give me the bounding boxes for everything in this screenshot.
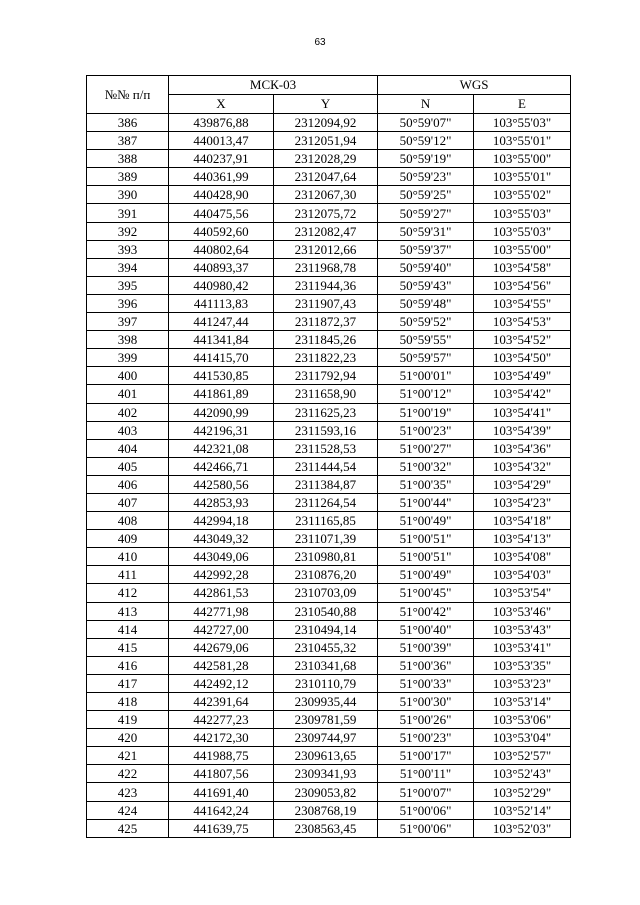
cell-e: 103°54'03" xyxy=(474,566,571,584)
cell-e: 103°54'08" xyxy=(474,548,571,566)
cell-y: 2312094,92 xyxy=(274,114,378,132)
cell-y: 2311071,39 xyxy=(274,530,378,548)
cell-n: 51°00'26" xyxy=(378,711,474,729)
cell-e: 103°53'46" xyxy=(474,602,571,620)
cell-x: 441530,85 xyxy=(169,367,274,385)
table-row xyxy=(87,313,571,331)
table-row xyxy=(87,403,571,421)
cell-n: 50°59'19" xyxy=(378,150,474,168)
cell-point-number: 387 xyxy=(87,132,169,150)
cell-e: 103°52'43" xyxy=(474,765,571,783)
cell-y: 2311658,90 xyxy=(274,385,378,403)
cell-e: 103°54'53" xyxy=(474,313,571,331)
cell-e: 103°53'23" xyxy=(474,674,571,692)
cell-point-number: 423 xyxy=(87,783,169,801)
cell-e: 103°53'41" xyxy=(474,638,571,656)
table-row xyxy=(87,602,571,620)
cell-y: 2312082,47 xyxy=(274,222,378,240)
cell-n: 51°00'11" xyxy=(378,765,474,783)
cell-n: 51°00'01" xyxy=(378,367,474,385)
cell-n: 51°00'49" xyxy=(378,512,474,530)
cell-point-number: 421 xyxy=(87,747,169,765)
cell-point-number: 422 xyxy=(87,765,169,783)
cell-x: 439876,88 xyxy=(169,114,274,132)
cell-e: 103°55'02" xyxy=(474,186,571,204)
cell-y: 2311264,54 xyxy=(274,493,378,511)
cell-point-number: 408 xyxy=(87,512,169,530)
table-row xyxy=(87,367,571,385)
cell-e: 103°54'32" xyxy=(474,457,571,475)
table-row xyxy=(87,132,571,150)
cell-point-number: 403 xyxy=(87,421,169,439)
table-row xyxy=(87,674,571,692)
cell-point-number: 416 xyxy=(87,656,169,674)
table-row xyxy=(87,693,571,711)
cell-point-number: 401 xyxy=(87,385,169,403)
cell-point-number: 405 xyxy=(87,457,169,475)
cell-point-number: 395 xyxy=(87,276,169,294)
cell-e: 103°54'18" xyxy=(474,512,571,530)
table-row xyxy=(87,475,571,493)
cell-n: 51°00'30" xyxy=(378,693,474,711)
cell-x: 442581,28 xyxy=(169,656,274,674)
cell-y: 2311384,87 xyxy=(274,475,378,493)
table-header xyxy=(87,76,571,114)
table-row xyxy=(87,258,571,276)
cell-n: 50°59'07" xyxy=(378,114,474,132)
table-row xyxy=(87,801,571,819)
cell-y: 2312067,30 xyxy=(274,186,378,204)
cell-n: 50°59'25" xyxy=(378,186,474,204)
cell-n: 51°00'44" xyxy=(378,493,474,511)
cell-e: 103°52'29" xyxy=(474,783,571,801)
cell-n: 51°00'33" xyxy=(378,674,474,692)
cell-x: 442277,23 xyxy=(169,711,274,729)
table-body xyxy=(87,114,571,838)
cell-e: 103°54'13" xyxy=(474,530,571,548)
cell-e: 103°54'50" xyxy=(474,349,571,367)
cell-n: 51°00'51" xyxy=(378,530,474,548)
table-row xyxy=(87,186,571,204)
cell-n: 50°59'52" xyxy=(378,313,474,331)
cell-n: 51°00'23" xyxy=(378,421,474,439)
cell-e: 103°55'01" xyxy=(474,132,571,150)
cell-point-number: 419 xyxy=(87,711,169,729)
cell-e: 103°53'35" xyxy=(474,656,571,674)
table-row xyxy=(87,168,571,186)
cell-n: 51°00'51" xyxy=(378,548,474,566)
page-number: 63 xyxy=(314,37,326,48)
table-row xyxy=(87,114,571,132)
cell-e: 103°52'03" xyxy=(474,819,571,837)
cell-n: 51°00'17" xyxy=(378,747,474,765)
cell-e: 103°52'57" xyxy=(474,747,571,765)
cell-n: 51°00'07" xyxy=(378,783,474,801)
cell-n: 50°59'27" xyxy=(378,204,474,222)
cell-e: 103°54'36" xyxy=(474,439,571,457)
header-n: N xyxy=(378,95,474,114)
cell-n: 51°00'12" xyxy=(378,385,474,403)
table-row xyxy=(87,566,571,584)
cell-e: 103°55'01" xyxy=(474,168,571,186)
table-row xyxy=(87,530,571,548)
cell-n: 50°59'48" xyxy=(378,294,474,312)
table-row xyxy=(87,656,571,674)
cell-y: 2308563,45 xyxy=(274,819,378,837)
cell-point-number: 389 xyxy=(87,168,169,186)
cell-y: 2310494,14 xyxy=(274,620,378,638)
cell-y: 2311907,43 xyxy=(274,294,378,312)
coordinates-table xyxy=(86,75,571,838)
cell-n: 51°00'36" xyxy=(378,656,474,674)
cell-y: 2311968,78 xyxy=(274,258,378,276)
cell-x: 442196,31 xyxy=(169,421,274,439)
cell-x: 441988,75 xyxy=(169,747,274,765)
cell-e: 103°55'00" xyxy=(474,240,571,258)
cell-point-number: 418 xyxy=(87,693,169,711)
cell-n: 51°00'19" xyxy=(378,403,474,421)
cell-y: 2311528,53 xyxy=(274,439,378,457)
table-row xyxy=(87,711,571,729)
cell-n: 50°59'31" xyxy=(378,222,474,240)
cell-x: 442321,08 xyxy=(169,439,274,457)
cell-y: 2311165,85 xyxy=(274,512,378,530)
cell-x: 442679,06 xyxy=(169,638,274,656)
cell-x: 442771,98 xyxy=(169,602,274,620)
cell-y: 2310876,20 xyxy=(274,566,378,584)
table-row xyxy=(87,349,571,367)
cell-e: 103°55'00" xyxy=(474,150,571,168)
cell-n: 51°00'06" xyxy=(378,819,474,837)
cell-y: 2310540,88 xyxy=(274,602,378,620)
cell-n: 50°59'55" xyxy=(378,331,474,349)
cell-y: 2310110,79 xyxy=(274,674,378,692)
cell-n: 51°00'45" xyxy=(378,584,474,602)
table-row xyxy=(87,584,571,602)
table-row xyxy=(87,150,571,168)
cell-point-number: 404 xyxy=(87,439,169,457)
cell-x: 441639,75 xyxy=(169,819,274,837)
cell-x: 440802,64 xyxy=(169,240,274,258)
cell-y: 2309341,93 xyxy=(274,765,378,783)
cell-point-number: 388 xyxy=(87,150,169,168)
cell-point-number: 425 xyxy=(87,819,169,837)
cell-n: 51°00'23" xyxy=(378,729,474,747)
cell-point-number: 424 xyxy=(87,801,169,819)
table-row xyxy=(87,222,571,240)
cell-e: 103°54'56" xyxy=(474,276,571,294)
cell-x: 441642,24 xyxy=(169,801,274,819)
table-row xyxy=(87,620,571,638)
cell-point-number: 397 xyxy=(87,313,169,331)
cell-x: 441415,70 xyxy=(169,349,274,367)
cell-point-number: 400 xyxy=(87,367,169,385)
cell-e: 103°55'03" xyxy=(474,114,571,132)
header-row-groups xyxy=(87,76,571,95)
cell-x: 443049,32 xyxy=(169,530,274,548)
cell-point-number: 386 xyxy=(87,114,169,132)
table-row xyxy=(87,638,571,656)
cell-y: 2311822,23 xyxy=(274,349,378,367)
cell-x: 440013,47 xyxy=(169,132,274,150)
cell-n: 51°00'40" xyxy=(378,620,474,638)
cell-x: 442992,28 xyxy=(169,566,274,584)
cell-e: 103°54'29" xyxy=(474,475,571,493)
cell-point-number: 394 xyxy=(87,258,169,276)
cell-n: 51°00'35" xyxy=(378,475,474,493)
cell-y: 2309935,44 xyxy=(274,693,378,711)
cell-x: 440592,60 xyxy=(169,222,274,240)
table-row xyxy=(87,548,571,566)
cell-y: 2309744,97 xyxy=(274,729,378,747)
cell-n: 50°59'12" xyxy=(378,132,474,150)
cell-e: 103°54'49" xyxy=(474,367,571,385)
cell-point-number: 415 xyxy=(87,638,169,656)
cell-y: 2310703,09 xyxy=(274,584,378,602)
cell-n: 51°00'49" xyxy=(378,566,474,584)
cell-y: 2308768,19 xyxy=(274,801,378,819)
cell-e: 103°54'41" xyxy=(474,403,571,421)
table-row xyxy=(87,294,571,312)
cell-n: 51°00'27" xyxy=(378,439,474,457)
header-y: Y xyxy=(274,95,378,114)
cell-e: 103°53'06" xyxy=(474,711,571,729)
cell-y: 2312012,66 xyxy=(274,240,378,258)
cell-point-number: 420 xyxy=(87,729,169,747)
cell-y: 2311593,16 xyxy=(274,421,378,439)
cell-x: 441691,40 xyxy=(169,783,274,801)
cell-y: 2311792,94 xyxy=(274,367,378,385)
table-row xyxy=(87,512,571,530)
cell-n: 50°59'43" xyxy=(378,276,474,294)
header-wgs: WGS xyxy=(378,76,571,95)
header-point-number: №№ п/п xyxy=(87,76,169,114)
cell-point-number: 402 xyxy=(87,403,169,421)
cell-point-number: 398 xyxy=(87,331,169,349)
cell-x: 441341,84 xyxy=(169,331,274,349)
cell-y: 2310341,68 xyxy=(274,656,378,674)
cell-e: 103°54'58" xyxy=(474,258,571,276)
cell-x: 440428,90 xyxy=(169,186,274,204)
cell-point-number: 406 xyxy=(87,475,169,493)
cell-e: 103°55'03" xyxy=(474,204,571,222)
cell-x: 442727,00 xyxy=(169,620,274,638)
cell-x: 441861,89 xyxy=(169,385,274,403)
cell-y: 2309613,65 xyxy=(274,747,378,765)
cell-n: 50°59'37" xyxy=(378,240,474,258)
cell-y: 2310455,32 xyxy=(274,638,378,656)
cell-e: 103°54'52" xyxy=(474,331,571,349)
cell-e: 103°54'23" xyxy=(474,493,571,511)
cell-e: 103°53'14" xyxy=(474,693,571,711)
cell-x: 442466,71 xyxy=(169,457,274,475)
cell-y: 2311872,37 xyxy=(274,313,378,331)
header-e: E xyxy=(474,95,571,114)
cell-n: 50°59'40" xyxy=(378,258,474,276)
table-row xyxy=(87,819,571,837)
cell-point-number: 396 xyxy=(87,294,169,312)
cell-e: 103°53'43" xyxy=(474,620,571,638)
cell-x: 442090,99 xyxy=(169,403,274,421)
cell-x: 441807,56 xyxy=(169,765,274,783)
cell-n: 51°00'32" xyxy=(378,457,474,475)
cell-x: 440475,56 xyxy=(169,204,274,222)
cell-y: 2311944,36 xyxy=(274,276,378,294)
cell-point-number: 410 xyxy=(87,548,169,566)
cell-y: 2310980,81 xyxy=(274,548,378,566)
cell-point-number: 399 xyxy=(87,349,169,367)
cell-y: 2311845,26 xyxy=(274,331,378,349)
cell-e: 103°55'03" xyxy=(474,222,571,240)
cell-y: 2309053,82 xyxy=(274,783,378,801)
cell-e: 103°53'04" xyxy=(474,729,571,747)
table-row xyxy=(87,493,571,511)
cell-e: 103°54'55" xyxy=(474,294,571,312)
cell-x: 440893,37 xyxy=(169,258,274,276)
cell-x: 442994,18 xyxy=(169,512,274,530)
cell-y: 2309781,59 xyxy=(274,711,378,729)
table-row xyxy=(87,439,571,457)
cell-point-number: 412 xyxy=(87,584,169,602)
cell-point-number: 414 xyxy=(87,620,169,638)
table-row xyxy=(87,204,571,222)
table-row xyxy=(87,240,571,258)
cell-n: 50°59'57" xyxy=(378,349,474,367)
table-row xyxy=(87,747,571,765)
cell-e: 103°54'42" xyxy=(474,385,571,403)
table-row xyxy=(87,457,571,475)
cell-point-number: 392 xyxy=(87,222,169,240)
cell-y: 2312075,72 xyxy=(274,204,378,222)
cell-point-number: 393 xyxy=(87,240,169,258)
cell-point-number: 409 xyxy=(87,530,169,548)
cell-x: 442853,93 xyxy=(169,493,274,511)
cell-point-number: 417 xyxy=(87,674,169,692)
cell-x: 440361,99 xyxy=(169,168,274,186)
cell-e: 103°52'14" xyxy=(474,801,571,819)
cell-x: 443049,06 xyxy=(169,548,274,566)
table-row xyxy=(87,783,571,801)
cell-y: 2311625,23 xyxy=(274,403,378,421)
table-row xyxy=(87,765,571,783)
cell-e: 103°54'39" xyxy=(474,421,571,439)
cell-x: 441113,83 xyxy=(169,294,274,312)
header-x: X xyxy=(169,95,274,114)
cell-e: 103°53'54" xyxy=(474,584,571,602)
cell-point-number: 390 xyxy=(87,186,169,204)
table-row xyxy=(87,276,571,294)
table-row xyxy=(87,421,571,439)
cell-point-number: 413 xyxy=(87,602,169,620)
table-row xyxy=(87,385,571,403)
cell-y: 2312028,29 xyxy=(274,150,378,168)
cell-x: 442580,56 xyxy=(169,475,274,493)
cell-x: 441247,44 xyxy=(169,313,274,331)
cell-y: 2311444,54 xyxy=(274,457,378,475)
cell-x: 442492,12 xyxy=(169,674,274,692)
cell-n: 51°00'06" xyxy=(378,801,474,819)
cell-x: 442861,53 xyxy=(169,584,274,602)
cell-x: 440237,91 xyxy=(169,150,274,168)
cell-point-number: 407 xyxy=(87,493,169,511)
table-row xyxy=(87,729,571,747)
cell-point-number: 391 xyxy=(87,204,169,222)
cell-y: 2312047,64 xyxy=(274,168,378,186)
table-row xyxy=(87,331,571,349)
header-msk-03: МСК-03 xyxy=(169,76,378,95)
cell-n: 50°59'23" xyxy=(378,168,474,186)
cell-y: 2312051,94 xyxy=(274,132,378,150)
cell-point-number: 411 xyxy=(87,566,169,584)
cell-x: 442391,64 xyxy=(169,693,274,711)
cell-x: 440980,42 xyxy=(169,276,274,294)
cell-x: 442172,30 xyxy=(169,729,274,747)
cell-n: 51°00'42" xyxy=(378,602,474,620)
cell-n: 51°00'39" xyxy=(378,638,474,656)
